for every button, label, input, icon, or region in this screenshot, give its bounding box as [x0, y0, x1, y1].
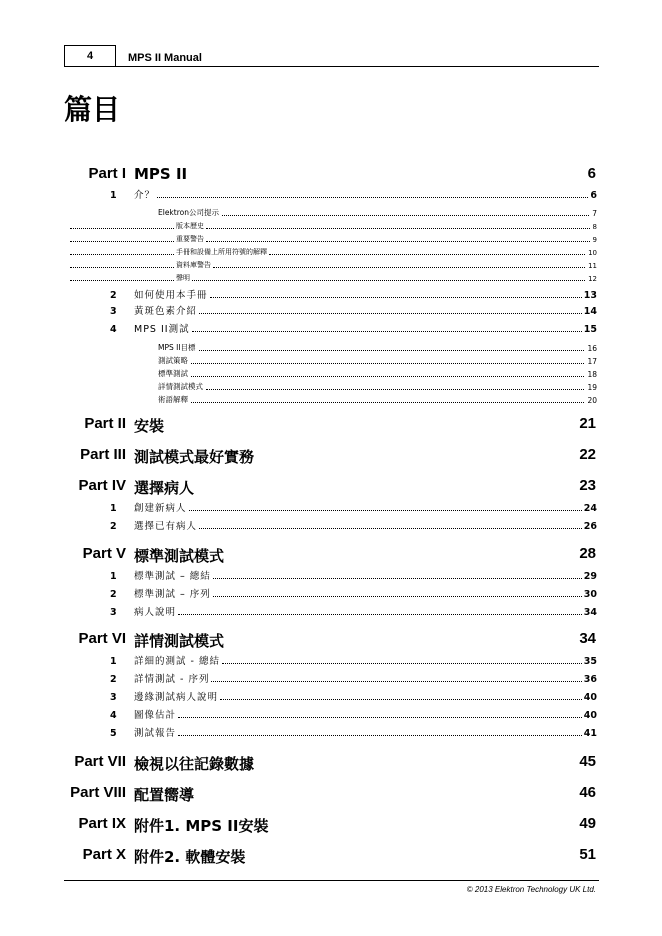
toc-subsection-entry[interactable]: [158, 394, 597, 405]
subsection-page-number: 12: [588, 275, 597, 283]
section-title: 邊緣測試病人說明: [134, 692, 219, 703]
part-label-wrap: [0, 784, 126, 804]
part-title: 附件2. 軟體安裝: [134, 848, 246, 866]
part-label: Part IX: [78, 815, 126, 832]
dot-leader: [178, 717, 582, 718]
toc-part-entry[interactable]: [0, 477, 662, 497]
dot-leader: [222, 663, 582, 664]
toc-section-entry[interactable]: [110, 321, 597, 335]
dot-leader: [70, 241, 174, 242]
part-page-number: 49: [579, 815, 596, 832]
part-title: 測試模式最好實務: [134, 448, 255, 466]
toc-section-entry[interactable]: [110, 303, 597, 317]
page-title: 篇目: [64, 93, 121, 126]
section-page-number: 30: [583, 589, 597, 600]
section-title: 詳情測試 - 序列: [134, 674, 210, 685]
toc-part-entry[interactable]: [0, 415, 662, 435]
dot-leader: [70, 254, 174, 255]
subsection-title: 標準測試: [158, 369, 188, 378]
dot-leader: [178, 735, 582, 736]
subsection-title: Elektron公司提示: [158, 208, 219, 217]
part-label: Part VI: [78, 630, 126, 647]
section-page-number: 35: [583, 656, 597, 667]
subsection-page-number: 19: [587, 383, 597, 392]
part-title: 安裝: [134, 417, 165, 435]
section-title: 黃斑色素介紹: [134, 306, 198, 317]
subsection-page-number: 17: [587, 357, 597, 366]
subsection-page-number: 7: [592, 209, 597, 218]
part-label-wrap: [0, 415, 126, 435]
part-title: MPS II: [134, 165, 188, 183]
subsection-page-number: 8: [592, 223, 597, 231]
part-label-wrap: [0, 753, 126, 773]
subsection-page-number: 18: [587, 370, 597, 379]
toc-subsection-entry[interactable]: [158, 381, 597, 392]
subsection-title: 聲明: [176, 274, 190, 282]
part-page-number: 45: [579, 753, 596, 770]
toc-section-entry[interactable]: [110, 568, 597, 582]
section-number: 1: [110, 190, 117, 201]
section-page-number: 40: [583, 692, 597, 703]
section-page-number: 41: [583, 728, 597, 739]
toc-subsection-entry[interactable]: [158, 368, 597, 379]
part-title: 標準測試模式: [134, 547, 225, 565]
dot-leader: [213, 578, 582, 579]
part-title: 附件1. MPS II安裝: [134, 817, 269, 835]
section-number: 2: [110, 589, 117, 600]
section-number: 5: [110, 728, 117, 739]
section-title: 如何使用本手冊: [134, 290, 208, 301]
manual-title: MPS II Manual: [128, 52, 202, 64]
section-number: 3: [110, 607, 117, 618]
toc-section-entry[interactable]: [110, 725, 597, 739]
dot-leader: [199, 313, 582, 314]
section-number: 2: [110, 521, 117, 532]
section-number: 2: [110, 674, 117, 685]
toc-subsection-entry[interactable]: [70, 259, 597, 270]
section-title: 測試報告: [134, 728, 177, 739]
part-label: Part VIII: [70, 784, 126, 801]
toc-subsection-entry[interactable]: [158, 207, 597, 218]
part-label: Part IV: [78, 477, 126, 494]
dot-leader: [206, 241, 590, 242]
toc-section-entry[interactable]: [110, 518, 597, 532]
part-title: 詳情測試模式: [134, 632, 225, 650]
toc-part-entry[interactable]: [0, 753, 662, 773]
subsection-title: 重要警告: [176, 235, 204, 243]
dot-leader: [191, 363, 584, 364]
part-label: Part X: [82, 846, 126, 863]
part-label-wrap: [0, 477, 126, 497]
toc-section-entry[interactable]: [110, 287, 597, 301]
toc-subsection-entry[interactable]: [70, 220, 597, 231]
toc-part-entry[interactable]: [0, 815, 662, 835]
part-title: 選擇病人: [134, 479, 195, 497]
part-page-number: 23: [579, 477, 596, 494]
section-title: MPS II測試: [134, 324, 190, 335]
toc-section-entry[interactable]: [110, 586, 597, 600]
section-title: 病人說明: [134, 607, 177, 618]
toc-part-entry[interactable]: [0, 545, 662, 565]
toc-section-entry[interactable]: [110, 187, 597, 201]
footer-rule: [64, 880, 599, 881]
section-page-number: 40: [583, 710, 597, 721]
part-label-wrap: [0, 815, 126, 835]
part-label-wrap: [0, 446, 126, 466]
toc-part-entry[interactable]: [0, 846, 662, 866]
dot-leader: [206, 228, 590, 229]
section-page-number: 29: [583, 571, 597, 582]
dot-leader: [191, 402, 584, 403]
part-label: Part III: [80, 446, 126, 463]
section-number: 2: [110, 290, 117, 301]
part-page-number: 28: [579, 545, 596, 562]
section-page-number: 14: [583, 306, 597, 317]
toc-subsection-entry[interactable]: [70, 233, 597, 244]
dot-leader: [211, 681, 581, 682]
toc-part-entry[interactable]: [0, 784, 662, 804]
section-page-number: 13: [583, 290, 597, 301]
toc-section-entry[interactable]: [110, 500, 597, 514]
subsection-title: MPS II目標: [158, 343, 196, 352]
section-page-number: 24: [583, 503, 597, 514]
subsection-page-number: 10: [588, 249, 597, 257]
toc-subsection-entry[interactable]: [158, 342, 597, 353]
section-title: 介？: [134, 190, 156, 201]
toc-subsection-entry[interactable]: [70, 246, 597, 257]
dot-leader: [213, 267, 585, 268]
toc-section-entry[interactable]: [110, 689, 597, 703]
part-page-number: 34: [579, 630, 596, 647]
section-page-number: 15: [583, 324, 597, 335]
subsection-title: 詳情測試模式: [158, 382, 203, 391]
subsection-page-number: 11: [588, 262, 597, 270]
part-label-wrap: [0, 630, 126, 650]
dot-leader: [70, 267, 174, 268]
subsection-title: 術語解釋: [158, 395, 188, 404]
dot-leader: [192, 331, 582, 332]
section-title: 圖像估計: [134, 710, 177, 721]
part-label-wrap: [0, 545, 126, 565]
dot-leader: [189, 510, 582, 511]
dot-leader: [178, 614, 582, 615]
part-page-number: 6: [587, 165, 596, 182]
subsection-title: 手冊和設備上所用符號的解釋: [176, 248, 267, 256]
part-label-wrap: [0, 165, 126, 185]
section-number: 4: [110, 324, 117, 335]
toc-part-entry[interactable]: [0, 630, 662, 650]
toc-section-entry[interactable]: [110, 604, 597, 618]
page-number-box: 4: [64, 45, 116, 67]
subsection-page-number: 16: [587, 344, 597, 353]
subsection-title: 版本歷史: [176, 222, 204, 230]
subsection-page-number: 20: [587, 396, 597, 405]
dot-leader: [157, 197, 588, 198]
dot-leader: [70, 280, 174, 281]
dot-leader: [199, 350, 585, 351]
header-rule: [64, 66, 599, 67]
footer-copyright: © 2013 Elektron Technology UK Ltd.: [466, 885, 596, 894]
dot-leader: [269, 254, 585, 255]
part-page-number: 22: [579, 446, 596, 463]
part-label: Part II: [84, 415, 126, 432]
part-label-wrap: [0, 846, 126, 866]
subsection-page-number: 9: [592, 236, 597, 244]
dot-leader: [213, 596, 582, 597]
part-title: 配置嚮導: [134, 786, 195, 804]
section-page-number: 26: [583, 521, 597, 532]
dot-leader: [199, 528, 582, 529]
toc-subsection-entry[interactable]: [70, 272, 597, 283]
part-title: 檢視以往記錄數據: [134, 755, 255, 773]
part-page-number: 46: [579, 784, 596, 801]
subsection-title: 資料庫警告: [176, 261, 211, 269]
section-number: 4: [110, 710, 117, 721]
section-page-number: 36: [583, 674, 597, 685]
dot-leader: [220, 699, 582, 700]
section-title: 詳細的測試 - 總結: [134, 656, 220, 667]
dot-leader: [70, 228, 174, 229]
part-label: Part I: [88, 165, 126, 182]
part-page-number: 21: [579, 415, 596, 432]
dot-leader: [192, 280, 585, 281]
toc-section-entry[interactable]: [110, 653, 597, 667]
dot-leader: [206, 389, 584, 390]
section-number: 3: [110, 306, 117, 317]
section-number: 1: [110, 503, 117, 514]
toc-part-entry[interactable]: [0, 165, 662, 185]
toc-section-entry[interactable]: [110, 707, 597, 721]
section-title: 創建新病人: [134, 503, 187, 514]
section-number: 1: [110, 571, 117, 582]
section-title: 標準測試 – 總結: [134, 571, 211, 582]
section-title: 標準測試 – 序列: [134, 589, 211, 600]
section-page-number: 6: [590, 190, 597, 201]
part-label: Part V: [82, 545, 126, 562]
section-page-number: 34: [583, 607, 597, 618]
dot-leader: [210, 297, 582, 298]
dot-leader: [222, 215, 589, 216]
section-number: 1: [110, 656, 117, 667]
section-title: 選擇已有病人: [134, 521, 198, 532]
toc-section-entry[interactable]: [110, 671, 597, 685]
toc-subsection-entry[interactable]: [158, 355, 597, 366]
toc-part-entry[interactable]: [0, 446, 662, 466]
part-page-number: 51: [579, 846, 596, 863]
subsection-title: 測試策略: [158, 356, 188, 365]
dot-leader: [191, 376, 584, 377]
section-number: 3: [110, 692, 117, 703]
part-label: Part VII: [74, 753, 126, 770]
